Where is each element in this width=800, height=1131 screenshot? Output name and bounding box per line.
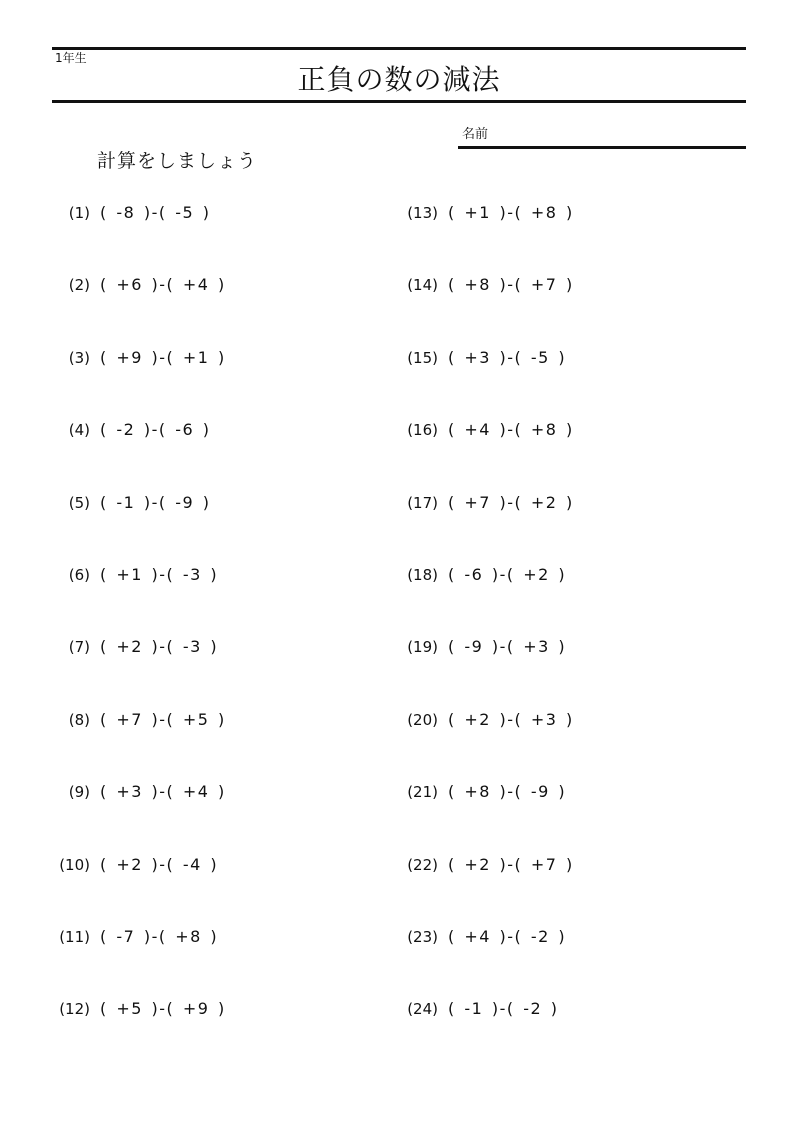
problem-item [348,562,708,588]
problem-number: (7) [68,638,90,657]
problem-expression: ( +2 )-( -3 ) [100,637,219,657]
problem-expression: ( +8 )-( +7 ) [448,275,574,295]
problem-item [348,996,708,1022]
problem-number: (6) [68,566,90,584]
problem-expression: ( +5 )-( +9 ) [100,999,226,1019]
problem-item [0,490,360,516]
problem-expression: ( +6 )-( +4 ) [100,275,226,295]
problem-number: (20) [407,710,438,729]
problem-item [0,417,360,443]
problem-number: (19) [407,638,438,657]
problem-number: (8) [68,710,90,729]
problem-number: (14) [407,276,438,295]
problem-number: (9) [68,783,90,802]
problem-item [348,634,708,660]
problem-expression: ( +3 )-( -5 ) [448,347,567,367]
problem-number: (5) [68,493,90,512]
problem-number: (16) [407,421,438,440]
header-top-rule [52,47,746,50]
problem-item [0,852,360,878]
problem-expression: ( -7 )-( +8 ) [100,927,219,946]
problem-expression: ( +8 )-( -9 ) [448,782,567,802]
problem-number: (23) [407,928,438,946]
problem-number: (13) [407,204,438,222]
problem-expression: ( -1 )-( -9 ) [100,492,211,512]
problem-number: (2) [68,276,90,295]
problem-expression: ( -9 )-( +3 ) [448,637,567,657]
problem-item [348,417,708,443]
problem-item [0,634,360,660]
problem-expression: ( -1 )-( -2 ) [448,999,559,1019]
problem-expression: ( +7 )-( +2 ) [448,492,574,512]
problem-item [0,562,360,588]
problem-expression: ( -2 )-( -6 ) [100,420,211,440]
problem-item [0,779,360,805]
problem-item [348,852,708,878]
problem-item [0,272,360,298]
problem-item [0,707,360,733]
problem-expression: ( -6 )-( +2 ) [448,565,567,584]
grade-label: 1年生 [55,51,87,65]
problem-item [0,345,360,371]
problem-item [0,996,360,1022]
problem-item [0,200,360,226]
problem-number: (12) [59,1000,90,1019]
problem-number: (24) [407,1000,438,1019]
problem-number: (15) [407,348,438,367]
problem-number: (17) [407,493,438,512]
problem-expression: ( +1 )-( -3 ) [100,565,219,584]
problem-item [348,345,708,371]
problem-number: (21) [407,783,438,802]
name-label: 名前 [462,127,489,142]
problem-expression: ( +7 )-( +5 ) [100,709,226,729]
problem-number: (11) [59,928,90,946]
problem-number: (18) [407,566,438,584]
problem-expression: ( +2 )-( -4 ) [100,854,219,874]
problem-item [348,924,708,950]
problem-expression: ( -8 )-( -5 ) [100,203,211,222]
problem-expression: ( +3 )-( +4 ) [100,782,226,802]
problem-expression: ( +2 )-( +3 ) [448,709,574,729]
problem-number: (10) [59,855,90,874]
problem-item [348,200,708,226]
page-title: 正負の数の減法 [297,63,501,96]
problem-expression: ( +4 )-( -2 ) [448,927,567,946]
name-field-line[interactable] [458,146,746,149]
problem-item [348,779,708,805]
problem-expression: ( +2 )-( +7 ) [448,854,574,874]
problem-item [348,707,708,733]
problem-item [0,924,360,950]
problem-number: (1) [68,204,90,222]
problem-number: (3) [68,348,90,367]
instruction-text: 計算をしましょう [97,150,258,172]
problem-item [348,490,708,516]
header-bottom-rule [52,100,746,103]
problem-expression: ( +4 )-( +8 ) [448,420,574,440]
problem-number: (22) [407,855,438,874]
problem-expression: ( +9 )-( +1 ) [100,347,226,367]
problem-expression: ( +1 )-( +8 ) [448,203,574,222]
problem-item [348,272,708,298]
problem-number: (4) [68,421,90,440]
